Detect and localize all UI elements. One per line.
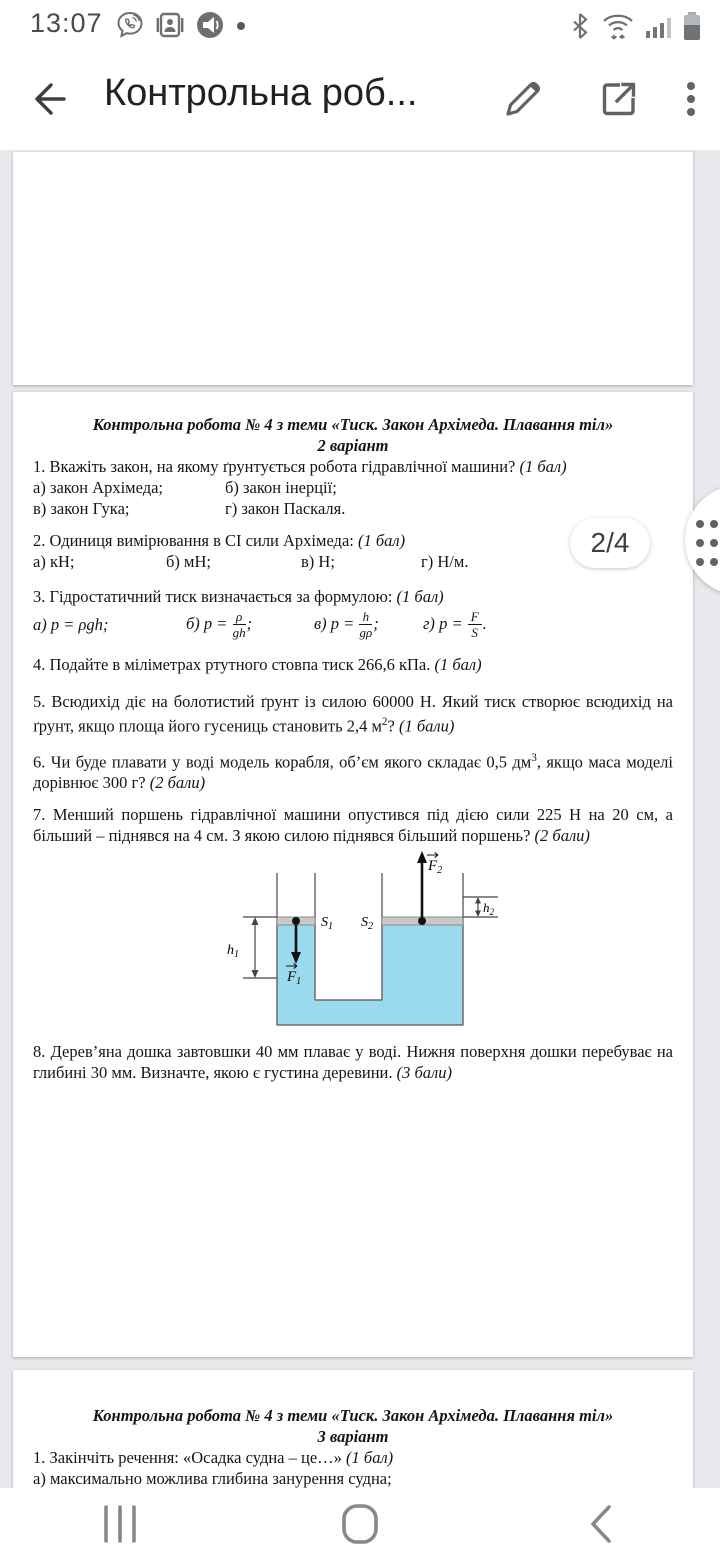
variant-label: 2 варіант: [317, 436, 389, 455]
label-f1: $F_1$: [287, 969, 302, 987]
page-indicator: 2/4: [570, 518, 650, 568]
android-navigation-bar: [0, 1488, 720, 1560]
question-2-options: а) кН; б) мН; в) Н; г) Н/м.: [33, 552, 469, 571]
question-5: 5. Всюдихід діє на болотистий ґрунт із силою 60000 Н. Який тиск створює всюдихід на ґрунт, якщо площа його гусениць становить 2,4 $м^2$? (1 бали): [33, 692, 673, 736]
hydraulic-machine-diagram: [215, 848, 673, 1033]
recents-button[interactable]: [0, 1488, 240, 1560]
status-bar: [0, 0, 720, 48]
label-h2: $h_2$: [483, 900, 494, 917]
question-3-formulas: а) p = ρgh; б) p = $\frac{\rho}{gh}$ ; в) p = $\frac{h}{g\rho}$ ; г) p = $\frac{F}{S}$ .: [33, 608, 487, 640]
question-1: 1. Вкажіть закон, на якому ґрунтується робота гідравлічної машини? (1 бал): [33, 457, 567, 476]
question-8: 8. Дерев’яна дошка завтовшки 40 мм плаває у воді. Нижня поверхня дошки перебуває на глибині 30 мм. Визначте, якою є густина деревини. (3 бали): [33, 1042, 673, 1082]
question-1-options-row2: в) закон Гука; г) закон Паскаля.: [33, 499, 346, 518]
contact-notification-icon: [155, 10, 185, 45]
document-scroll-area[interactable]: [0, 150, 720, 1560]
h1-dimension: [243, 917, 277, 978]
label-f2: $F_2$: [428, 858, 443, 876]
label-h1: $h_1$: [227, 943, 239, 960]
test-header-v3: Контрольна робота № 4 з теми «Тиск. Закон Архімеда. Плавання тіл»: [92, 1406, 614, 1425]
overflow-menu-icon[interactable]: [668, 76, 714, 122]
signal-icon: [645, 11, 673, 46]
home-button[interactable]: [240, 1488, 480, 1560]
force-f2-arrow: [417, 851, 427, 925]
back-nav-button[interactable]: [480, 1488, 720, 1560]
back-button[interactable]: [24, 76, 70, 122]
label-s1: $S_1$: [321, 915, 333, 932]
app-bar: [0, 48, 720, 150]
question-2: 2. Одиниця вимірювання в СІ сили Архімеда: (1 бал): [33, 531, 406, 550]
question-7: 7. Менший поршень гідравлічної машини опустився під дією сили 225 Н на 20 см, а більший – піднявся на 4 см. З якою силою піднявся більший поршень? (2 бали): [33, 805, 673, 845]
clock: 13:07: [30, 8, 103, 38]
open-in-new-icon[interactable]: [596, 76, 642, 122]
v3-question-1-option-a: а) максимально можлива глибина занурення судна;: [33, 1469, 392, 1488]
notification-dot: [235, 19, 247, 37]
wifi-icon: [600, 11, 636, 46]
page-1-bottom-fragment: [13, 152, 693, 385]
question-4: 4. Подайте в міліметрах ртутного стовпа тиск 266,6 кПа. (1 бал): [33, 655, 482, 674]
test-header: Контрольна робота № 4 з теми «Тиск. Закон Архімеда. Плавання тіл»: [92, 415, 614, 434]
drag-dots-icon: [696, 520, 718, 566]
bluetooth-icon: [569, 11, 591, 46]
edit-pencil-icon[interactable]: [500, 76, 546, 122]
variant-label-v3: 3 варіант: [317, 1427, 389, 1446]
viber-icon: [115, 10, 145, 45]
question-1-options-row1: а) закон Архімеда; б) закон інерції;: [33, 478, 337, 497]
battery-icon: [682, 10, 702, 47]
v3-question-1: 1. Закінчіть речення: «Осадка судна – це…» (1 бал): [33, 1448, 394, 1467]
question-3: 3. Гідростатичний тиск визначається за формулою: (1 бал): [33, 587, 444, 606]
label-s2: $S_2$: [361, 915, 373, 932]
liquid: [277, 925, 463, 1025]
question-6: 6. Чи буде плавати у воді модель корабля, об’єм якого складає 0,5 $дм^3$, якщо маса моделі дорівнює 300 г? (2 бали): [33, 751, 673, 792]
document-title: Контрольна роб...: [104, 72, 418, 114]
announce-icon: [195, 10, 225, 45]
